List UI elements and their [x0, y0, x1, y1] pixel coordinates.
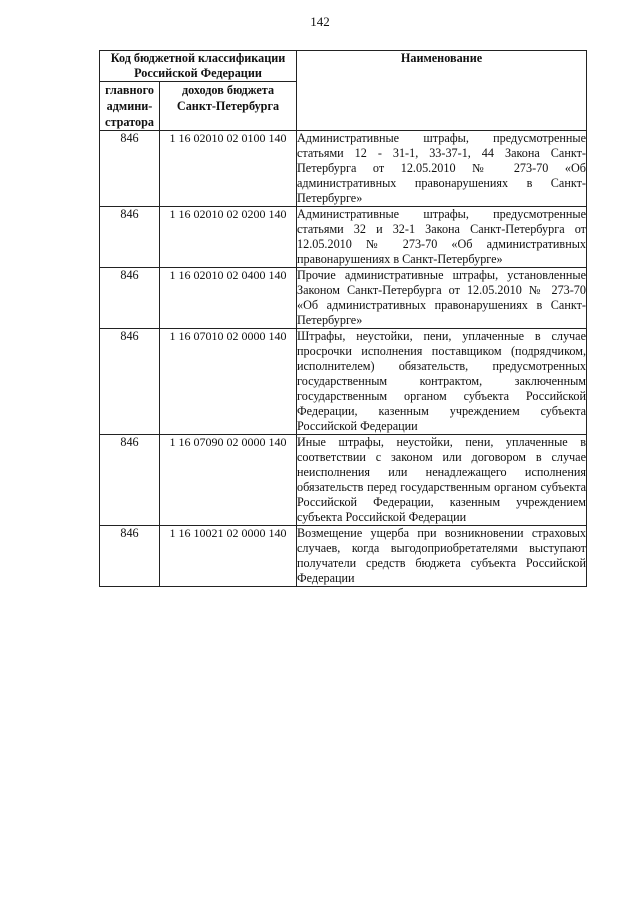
table-row: [100, 268, 587, 329]
income-code-cell: 1 16 02010 02 0400 140: [160, 268, 297, 329]
admin-code-cell: 846: [100, 435, 160, 526]
page-number: 142: [310, 14, 330, 29]
name-cell: Прочие административные штрафы, установленные Законом Санкт-Петербурга от 12.05.2010 № 273-70 «Об административных правонарушениях в Санкт-Петербурге»: [297, 268, 586, 327]
income-header: доходов бюджета Санкт-Петербурга: [160, 82, 297, 131]
income-code-cell: 1 16 07090 02 0000 140: [160, 435, 297, 526]
name-cell: Иные штрафы, неустойки, пени, уплаченные в соответствии с законом или договором в случае неисполнения или ненадлежащего исполнения обязательств перед государственным органом субъекта Российской Федерации, казенным учреждением субъекта Российской Федерации: [297, 435, 586, 524]
admin-code-cell: 846: [100, 207, 160, 268]
admin-code-cell: 846: [100, 131, 160, 207]
table-row: [100, 435, 587, 526]
table-row: [100, 329, 587, 435]
budget-classification-table: [99, 50, 587, 587]
income-code-cell: 1 16 02010 02 0200 140: [160, 207, 297, 268]
name-cell: Штрафы, неустойки, пени, уплаченные в случае просрочки исполнения поставщиком (подрядчиком, исполнителем) обязательств, предусмотренных государственным контрактом, заключенным государственным органом субъекта Российской Федерации, казенным учреждением субъекта Российской Федерации: [297, 329, 586, 433]
admin-code-cell: 846: [100, 329, 160, 435]
table-row: [100, 207, 587, 268]
name-cell: Административные штрафы, предусмотренные статьями 12 - 31-1, 33-37-1, 44 Закона Санкт-Петербурга от 12.05.2010 № 273-70 «Об административных правонарушениях в Санкт-Петербурге»: [297, 131, 586, 205]
name-header: Наименование: [297, 51, 587, 131]
table-row: [100, 131, 587, 207]
admin-code-cell: 846: [100, 268, 160, 329]
name-cell: Административные штрафы, предусмотренные статьями 32 и 32-1 Закона Санкт-Петербурга от 12.05.2010 № 273-70 «Об административных правонарушениях в Санкт-Петербурге»: [297, 207, 586, 266]
table-row: [100, 526, 587, 587]
code-group-header: Код бюджетной классификации Российской Федерации: [100, 51, 297, 82]
admin-code-cell: 846: [100, 526, 160, 587]
income-code-cell: 1 16 02010 02 0100 140: [160, 131, 297, 207]
table-header-row: [100, 51, 587, 82]
admin-header: главного админи-стратора: [100, 82, 160, 131]
name-cell: Возмещение ущерба при возникновении страховых случаев, когда выгодоприобретателями выступают получатели средств бюджета субъекта Российской Федерации: [297, 526, 586, 585]
income-code-cell: 1 16 07010 02 0000 140: [160, 329, 297, 435]
income-code-cell: 1 16 10021 02 0000 140: [160, 526, 297, 587]
